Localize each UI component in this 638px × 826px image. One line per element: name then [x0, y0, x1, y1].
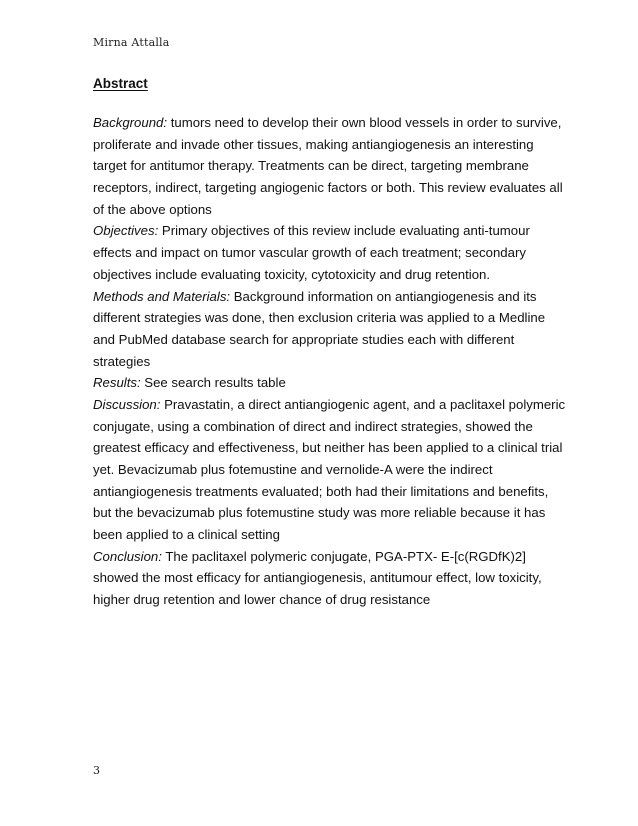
section-label: Background:: [93, 115, 168, 130]
abstract-line: [93, 155, 563, 177]
abstract-line: [93, 264, 563, 286]
abstract-line: [93, 589, 563, 611]
abstract-line: [93, 134, 563, 156]
abstract-line: [93, 307, 563, 329]
section-label: Results:: [93, 375, 141, 391]
line-text: showed the most efficacy for antiangiogenesis, antitumour effect, low toxicity,: [93, 570, 542, 586]
abstract-line: [93, 112, 563, 134]
abstract-line: [93, 329, 563, 351]
line-text: higher drug retention and lower chance of drug resistance: [93, 592, 431, 608]
abstract-line: [93, 372, 563, 394]
line-text: target for antitumor therapy. Treatments can be direct, targeting membrane: [93, 158, 529, 174]
abstract-line: [93, 416, 563, 438]
line-text: yet. Bevacizumab plus fotemustine and vernolide-A were the indirect: [93, 462, 493, 477]
line-text: of the above options: [93, 201, 212, 217]
section-label: Discussion:: [93, 396, 161, 412]
abstract-line: [93, 199, 563, 221]
line-text: Primary objectives of this review include evaluating anti-tumour: [158, 223, 530, 239]
abstract-line: [93, 286, 563, 308]
section-label: Conclusion:: [93, 548, 162, 564]
page-number: 3: [93, 764, 100, 777]
line-text: objectives include evaluating toxicity, cytotoxicity and drug retention.: [93, 266, 491, 282]
abstract-line: [93, 351, 563, 373]
line-text: different strategies was done, then exclusion criteria was applied to a Medline: [93, 310, 546, 326]
line-text: See search results table: [140, 375, 286, 391]
line-text: but the bevacizumab plus fotemustine study was more reliable because it has: [93, 505, 546, 521]
line-text: greatest efficacy and effectiveness, but neither has been applied to a clinical trial: [93, 440, 563, 456]
abstract-line: [93, 567, 563, 589]
abstract-line: [93, 177, 563, 199]
abstract-line: [93, 220, 563, 242]
line-text: receptors, indirect, targeting angiogenic factors or both. This review evaluates all: [93, 180, 563, 196]
line-text: The paclitaxel polymeric conjugate, PGA-PTX- E-[c(RGDfK)2]: [161, 548, 526, 564]
line-text: effects and impact on tumor vascular growth of each treatment; secondary: [93, 245, 526, 261]
line-text: Background information on antiangiogenesis and its: [230, 288, 537, 304]
section-label: Methods and Materials:: [93, 288, 231, 304]
line-text: conjugate, using a combination of direct and indirect strategies, showed the: [93, 418, 533, 434]
line-text: and PubMed database search for appropriate studies each with different: [93, 331, 515, 347]
line-text: antiangiogenesis treatments evaluated; both had their limitations and benefits,: [93, 483, 549, 499]
line-text: tumors need to develop their own blood vessels in order to survive,: [167, 115, 562, 130]
abstract-heading: Abstract: [93, 76, 148, 91]
line-text: been applied to a clinical setting: [93, 527, 280, 543]
abstract-line: [93, 524, 563, 546]
line-text: strategies: [93, 353, 151, 369]
abstract-line: [93, 394, 566, 416]
running-head-author: Mirna Attalla: [93, 36, 170, 49]
section-label: Objectives:: [93, 223, 159, 239]
abstract-body: [93, 112, 566, 611]
abstract-line: [93, 459, 563, 481]
abstract-line: [93, 481, 563, 503]
abstract-line: [93, 502, 563, 524]
line-text: Pravastatin, a direct antiangiogenic agent, and a paclitaxel polymeric: [160, 396, 566, 412]
line-text: proliferate and invade other tissues, making antiangiogenesis an interesting: [93, 136, 534, 152]
abstract-line: [93, 437, 563, 459]
abstract-line: [93, 546, 563, 568]
abstract-line: [93, 242, 563, 264]
